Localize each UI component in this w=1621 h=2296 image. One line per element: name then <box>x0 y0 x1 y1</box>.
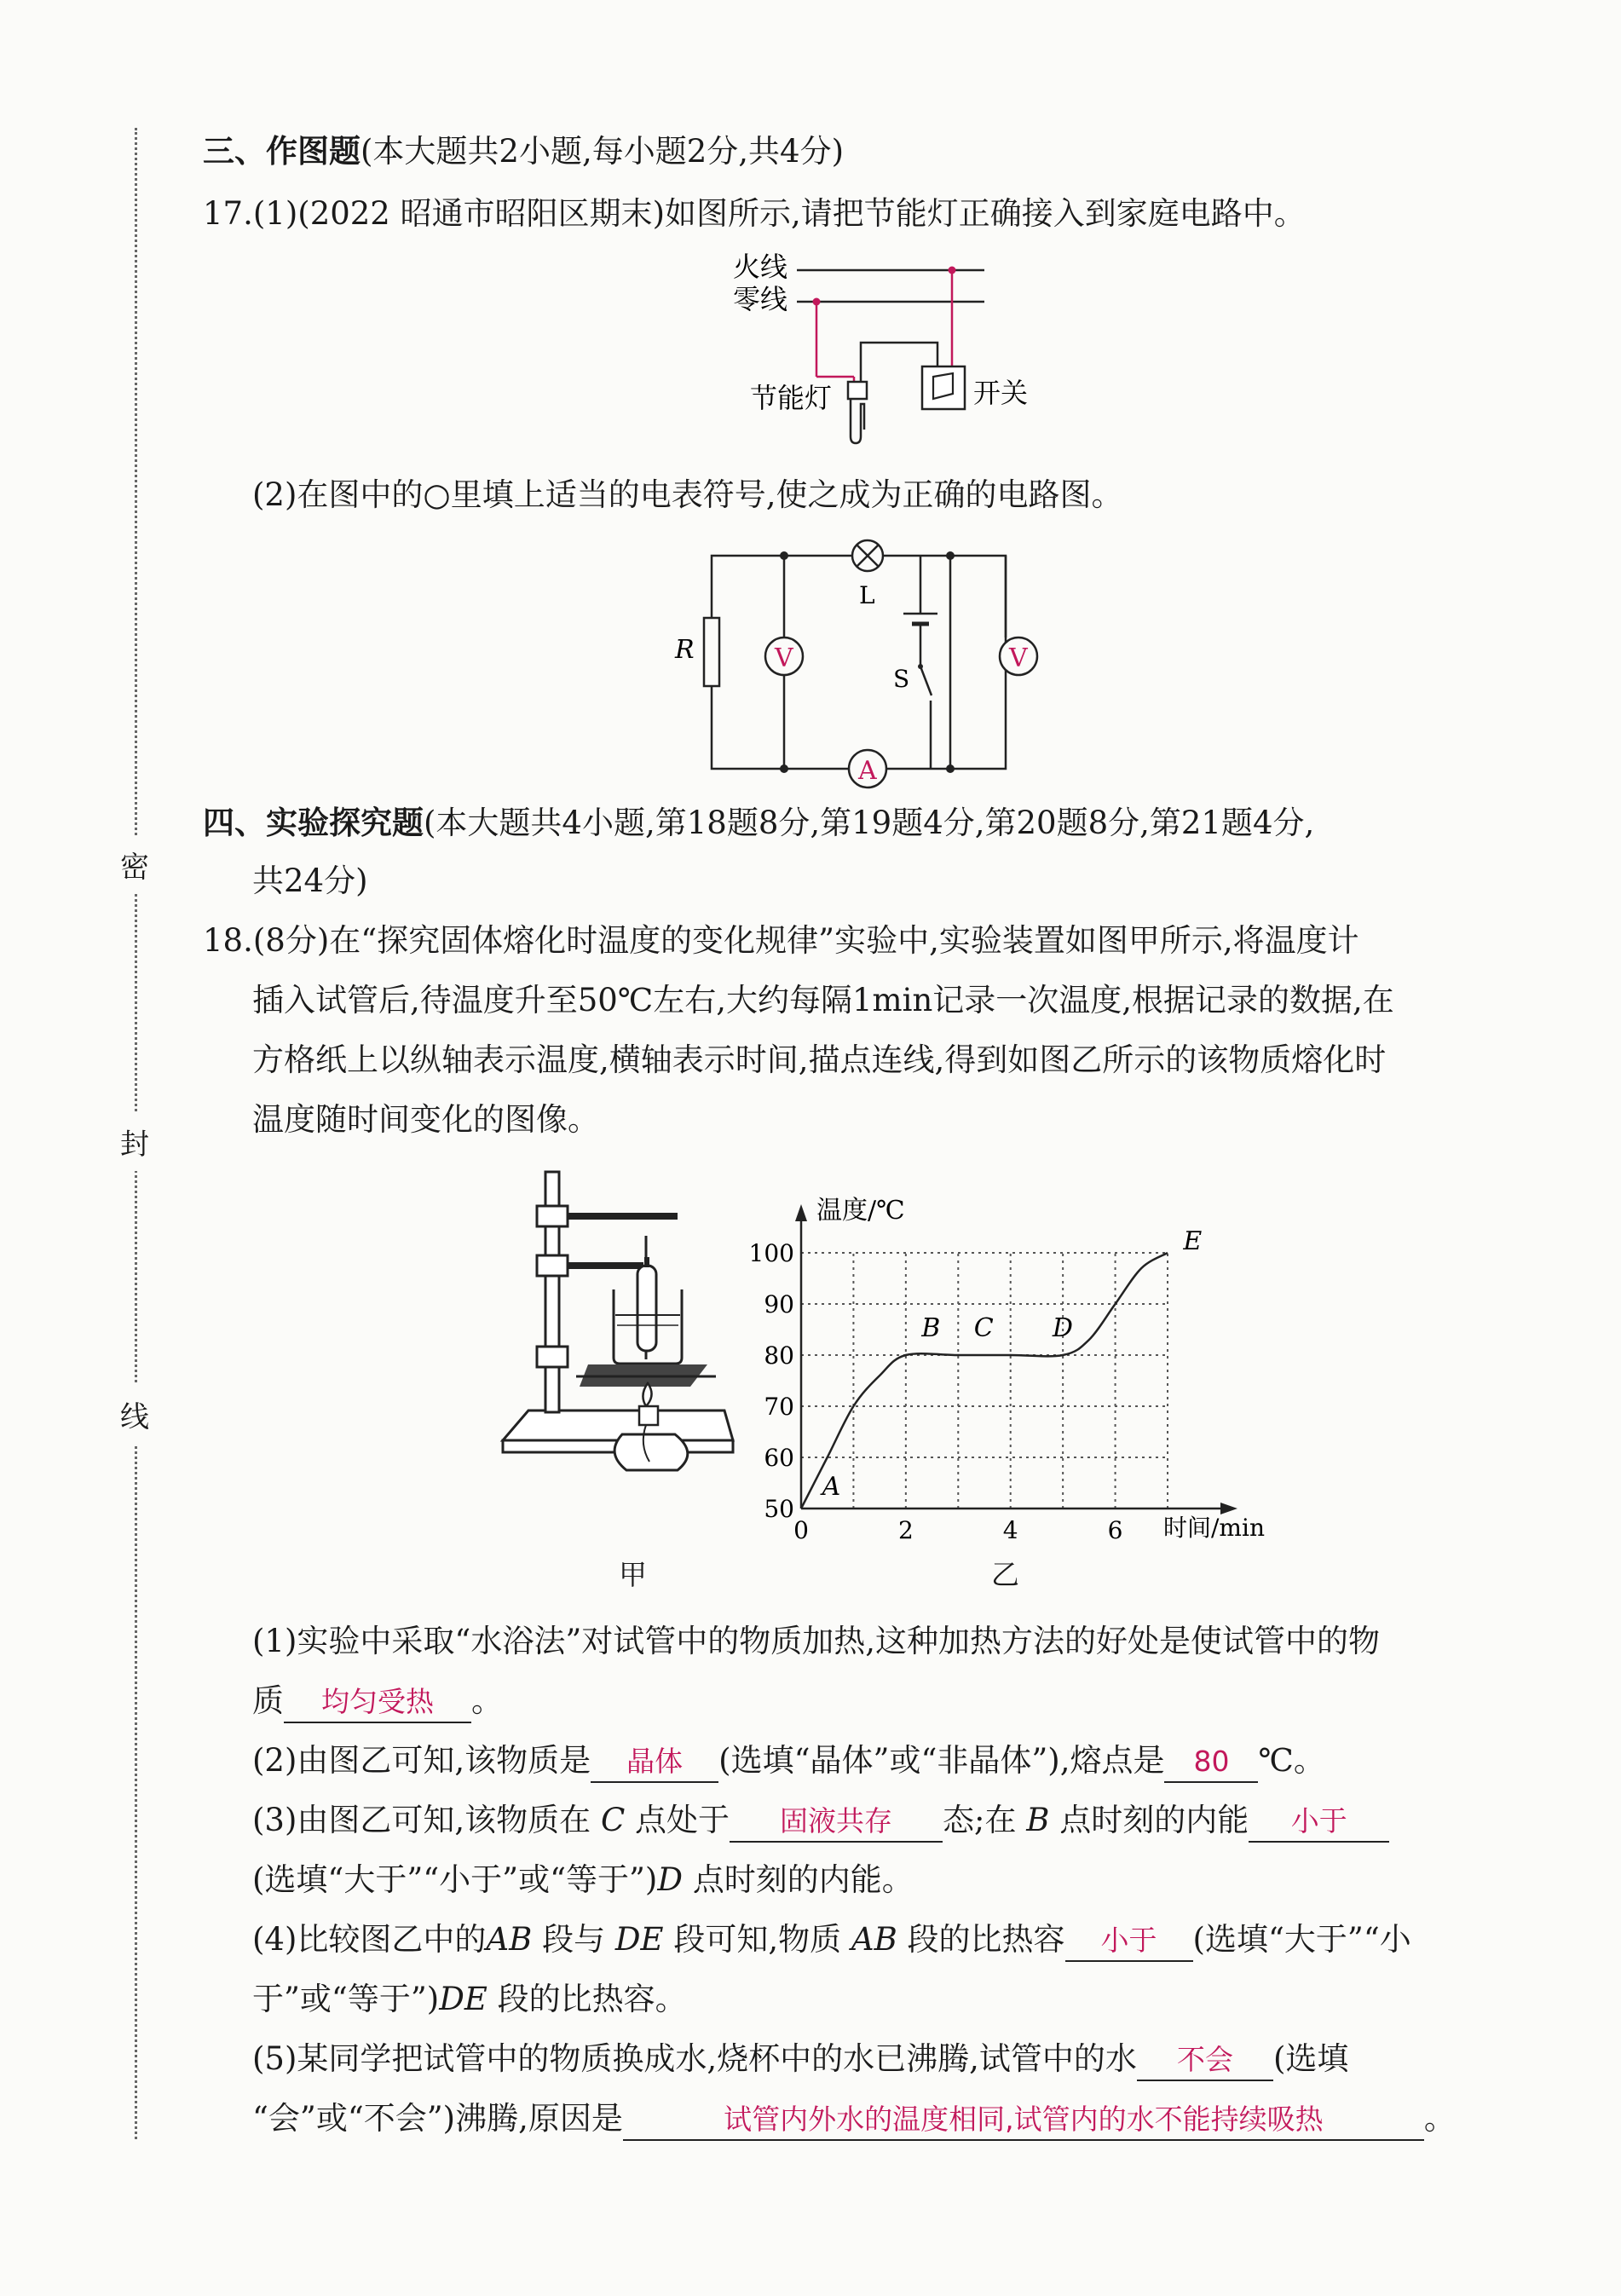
answer-blank-2b[interactable]: 80 <box>1164 1742 1258 1783</box>
lamp-label: 节能灯 <box>750 382 833 414</box>
q18-intro-line4: 温度随时间变化的图像。 <box>252 1101 599 1138</box>
figure-caption-yi: 乙 <box>991 1558 1019 1591</box>
point-label-E: E <box>1183 1226 1203 1256</box>
resistor-icon <box>704 618 719 686</box>
q18-s5-line1: (5)某同学把试管中的物质换成水,烧杯中的水已沸腾,试管中的水 不会 (选填 <box>252 2037 1348 2081</box>
seal-char-mi: 密 <box>118 835 152 894</box>
q18-s5-line2: “会”或“不会”)沸腾,原因是 试管内外水的温度相同,试管内的水不能持续吸热 。 <box>252 2097 1456 2141</box>
section3-title: 三、作图题(本大题共2小题,每小题2分,共4分) <box>203 133 845 170</box>
switch-s-label: S <box>893 665 910 693</box>
energy-saving-lamp-icon <box>848 382 867 443</box>
y-tick-label: 90 <box>764 1290 794 1318</box>
q18-s1-line2: 质 均匀受热 。 <box>252 1679 503 1723</box>
voltmeter-left-label: V <box>775 643 793 673</box>
answer-blank-2a[interactable]: 晶体 <box>591 1742 718 1783</box>
q18-intro-line1: 18.(8分)在“探究固体熔化时温度的变化规律”实验中,实验装置如图甲所示,将温度计 <box>203 922 1359 959</box>
q18-s4-line2: 于”或“等于”)DE 段的比热容。 <box>252 1981 687 2017</box>
water-bath-apparatus-figure <box>494 1163 750 1530</box>
switch-icon <box>922 366 965 409</box>
x-tick-label: 2 <box>897 1516 914 1544</box>
q18-s2: (2)由图乙可知,该物质是 晶体 (选填“晶体”或“非晶体”),熔点是 80 ℃。 <box>252 1739 1325 1783</box>
x-tick-label: 4 <box>1002 1516 1018 1544</box>
household-circuit-figure <box>724 247 1048 469</box>
x-axis-label: 时间/min <box>1163 1514 1265 1542</box>
y-tick-label: 50 <box>764 1495 794 1523</box>
point-label-D: D <box>1052 1313 1073 1343</box>
q18-s3-line2: (选填“大于”“小于”或“等于”)D 点时刻的内能。 <box>252 1861 914 1898</box>
answer-blank-4[interactable]: 小于 <box>1065 1921 1193 1962</box>
q18-s1-line1: (1)实验中采取“水浴法”对试管中的物质加热,这种加热方法的好处是使试管中的物 <box>252 1623 1381 1659</box>
temperature-curve <box>801 1253 1168 1509</box>
section4-note-line2: 共24分) <box>252 862 368 899</box>
answer-blank-5a[interactable]: 不会 <box>1137 2040 1273 2081</box>
resistor-label: R <box>675 635 695 665</box>
y-tick-label: 100 <box>748 1239 794 1267</box>
y-tick-label: 70 <box>764 1393 794 1421</box>
voltmeter-right-label: V <box>1009 643 1028 673</box>
ammeter-label: A <box>858 756 877 786</box>
section4-title: 四、实验探究题(本大题共4小题,第18题8分,第19题4分,第20题8分,第21题4分, <box>203 805 1315 841</box>
answer-blank-5b[interactable]: 试管内外水的温度相同,试管内的水不能持续吸热 <box>623 2100 1424 2141</box>
y-tick-label: 80 <box>764 1341 794 1370</box>
answer-blank-3a[interactable]: 固液共存 <box>730 1802 943 1843</box>
point-label-A: A <box>822 1472 841 1502</box>
point-label-B: B <box>921 1313 941 1343</box>
x-tick-label: 6 <box>1107 1516 1123 1544</box>
q18-s3-line1: (3)由图乙可知,该物质在 C 点处于 固液共存 态;在 B 点时刻的内能 小于 <box>252 1798 1389 1843</box>
q18-intro-line2: 插入试管后,待温度升至50℃左右,大约每隔1min记录一次温度,根据记录的数据,在 <box>252 982 1394 1018</box>
seal-char-feng: 封 <box>118 1112 152 1171</box>
q18-s4-line1: (4)比较图乙中的AB 段与 DE 段可知,物质 AB 段的比热容 小于 (选填“大于”“小 <box>252 1918 1411 1962</box>
y-axis-arrow <box>795 1204 807 1221</box>
y-axis-label: 温度/℃ <box>816 1196 905 1226</box>
bulb-icon <box>852 540 883 571</box>
q17-part2: (2)在图中的○里填上适当的电表符号,使之成为正确的电路图。 <box>252 476 1123 513</box>
bulb-label: L <box>859 581 875 609</box>
point-label-C: C <box>973 1313 994 1343</box>
q18-intro-line3: 方格纸上以纵轴表示温度,横轴表示时间,描点连线,得到如图乙所示的该物质熔化时 <box>252 1041 1387 1078</box>
seal-char-xian: 线 <box>118 1385 152 1444</box>
answer-blank-3b[interactable]: 小于 <box>1249 1802 1389 1843</box>
switch-blade-icon <box>920 666 932 695</box>
temperature-time-chart <box>733 1168 1278 1544</box>
figure-caption-jia: 甲 <box>619 1558 647 1591</box>
y-tick-label: 60 <box>764 1444 794 1472</box>
meter-circuit-figure <box>665 528 1074 784</box>
answer-blank-1[interactable]: 均匀受热 <box>284 1682 471 1723</box>
switch-label: 开关 <box>973 377 1029 409</box>
q17-part1: 17.(1)(2022 昭通市昭阳区期末)如图所示,请把节能灯正确接入到家庭电路中。 <box>203 195 1306 232</box>
live-wire-label: 火线 <box>733 251 788 283</box>
x-tick-label: 0 <box>793 1516 809 1544</box>
neutral-wire-label: 零线 <box>733 283 788 315</box>
x-axis-arrow <box>1220 1503 1237 1514</box>
